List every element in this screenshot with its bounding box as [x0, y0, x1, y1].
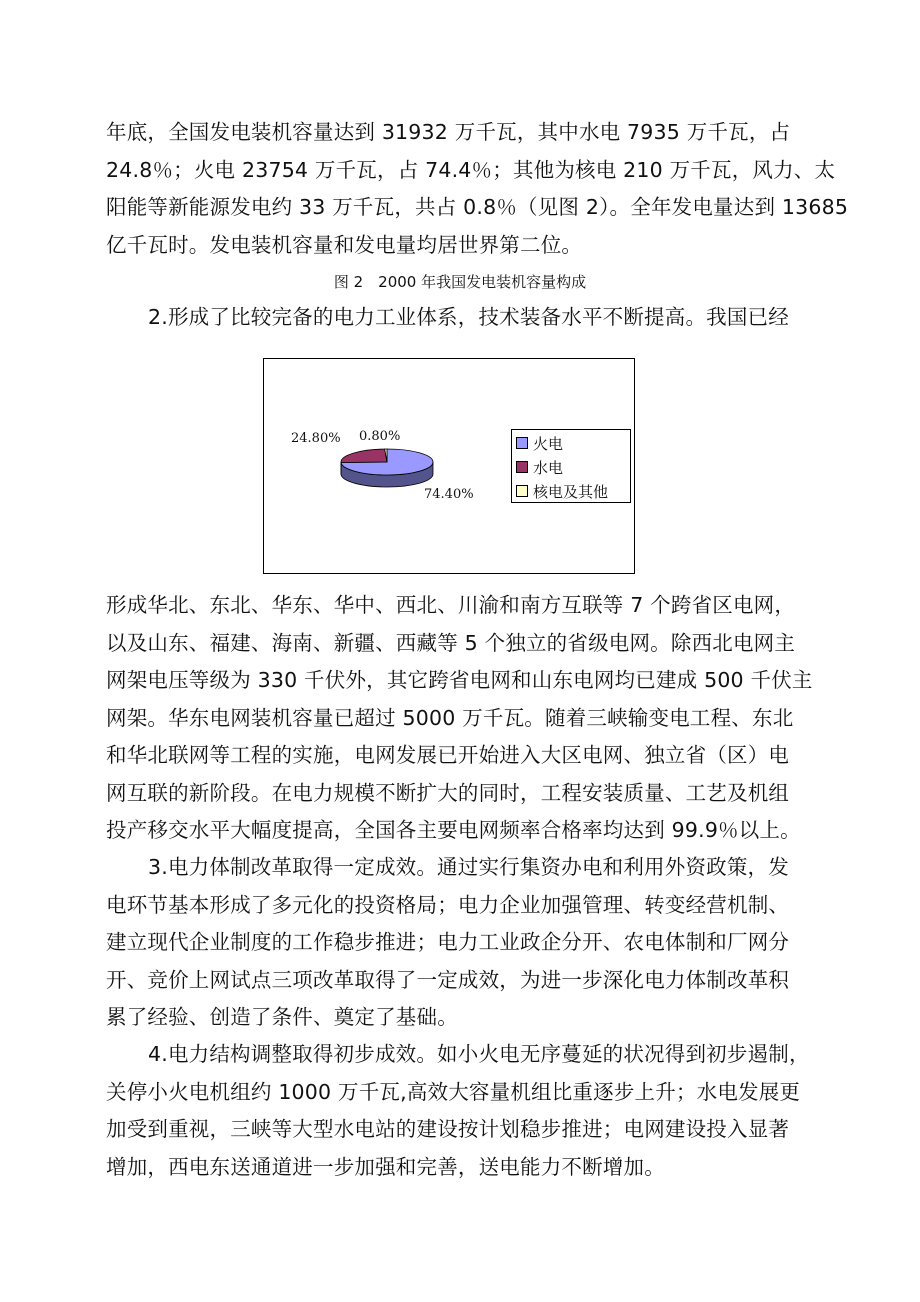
- chart-legend: [511, 429, 631, 503]
- text-line: 网架电压等级为 330 千伏外，其它跨省电网和山东电网均已建成 500 千伏主: [106, 668, 813, 692]
- legend-label: 火电: [533, 434, 564, 453]
- data-label-hydro: 24.80%: [291, 431, 341, 446]
- text-line: 开、竞价上网试点三项改革取得了一定成效，为进一步深化电力体制改革积: [106, 967, 790, 992]
- text-line: 2.形成了比较完备的电力工业体系，技术装备水平不断提高。我国已经: [148, 305, 789, 329]
- legend-label: 核电及其他: [533, 482, 609, 501]
- legend-label: 水电: [533, 458, 564, 477]
- legend-item-thermal: [516, 432, 563, 454]
- paragraph-4: [106, 1036, 818, 1186]
- pie-slice-1: [341, 449, 387, 462]
- text-line: 亿千瓦时。发电装机容量和发电量均居世界第二位。: [106, 232, 583, 257]
- legend-item-hydro: [516, 456, 563, 478]
- text-line: 3.电力体制改革取得一定成效。通过实行集资办电和利用外资政策，发: [148, 855, 789, 879]
- text-line: 电环节基本形成了多元化的投资格局；电力企业加强管理、转变经营机制、: [106, 892, 790, 917]
- text-line: 增加，西电东送通道进一步加强和完善，送电能力不断增加。: [106, 1154, 665, 1179]
- text-line: 投产移交水平大幅度提高，全国各主要电网频率合格率均达到 99.9％以上。: [106, 818, 801, 842]
- text-line: 网架。华东电网装机容量已超过 5000 万千瓦。随着三峡输变电工程、东北: [106, 705, 794, 730]
- paragraph-2-continued: [106, 587, 818, 850]
- text-line: 形成华北、东北、华东、华中、西北、川渝和南方互联等 7 个跨省区电网，: [106, 593, 796, 617]
- text-line: 阳能等新能源发电约 33 万千瓦，共占 0.8％（见图 2）。全年发电量达到 13685: [106, 195, 849, 219]
- text-line: 4.电力结构调整取得初步成效。如小火电无序蔓延的状况得到初步遏制，: [148, 1042, 810, 1066]
- data-label-nuclear: 0.80%: [359, 429, 401, 444]
- text-line: 网互联的新阶段。在电力规模不断扩大的同时，工程安装质量、工艺及机组: [106, 780, 790, 805]
- text-line: 关停小火电机组约 1000 万千瓦,高效大容量机组比重逐步上升；水电发展更: [106, 1079, 801, 1104]
- text-line: 以及山东、福建、海南、新疆、西藏等 5 个独立的省级电网。除西北电网主: [106, 630, 796, 655]
- text-line: 和华北联网等工程的实施，电网发展已开始进入大区电网、独立省（区）电: [106, 743, 790, 767]
- paragraph-3: [106, 849, 818, 1037]
- paragraph-2-start: [106, 299, 818, 337]
- paragraph-intro: [106, 114, 849, 264]
- text-line: 24.8％；火电 23754 万千瓦，占 74.4％；其他为核电 210 万千瓦，风力、太: [106, 157, 836, 182]
- text-line: 累了经验、创造了条件、奠定了基础。: [106, 1005, 458, 1029]
- text-line: 建立现代企业制度的工作稳步推进；电力工业政企分开、农电体制和厂网分: [106, 930, 790, 954]
- text-line: 年底，全国发电装机容量达到 31932 万千瓦，其中水电 7935 万千瓦，占: [106, 120, 791, 144]
- figure-caption: 图 2 2000 年我国发电装机容量构成: [333, 273, 587, 291]
- legend-swatch-thermal: [516, 437, 528, 449]
- pie-chart: [263, 358, 635, 574]
- text-line: 加受到重视，三峡等大型水电站的建设按计划稳步推进；电网建设投入显著: [106, 1117, 790, 1141]
- data-label-thermal: 74.40%: [424, 487, 474, 502]
- legend-item-other: [516, 480, 608, 502]
- legend-swatch-other: [516, 485, 528, 497]
- legend-swatch-hydro: [516, 461, 528, 473]
